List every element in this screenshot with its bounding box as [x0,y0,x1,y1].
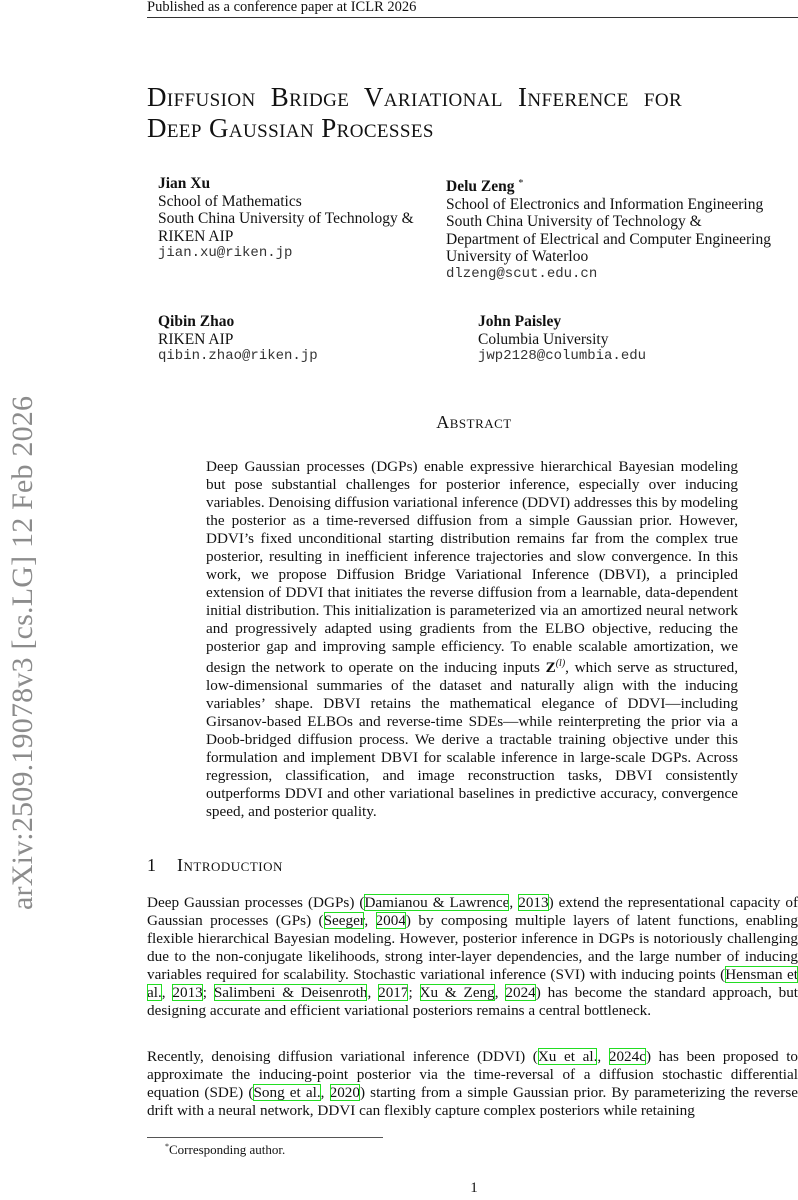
author-qibin-zhao [158,313,318,366]
author-name: Delu Zeng [446,178,515,195]
citation-link-xu-et-al[interactable]: Xu et al. [537,1048,598,1065]
text-run: ) has become the standard approach, but designing accurate and efficient variational posteriors remains a central bottleneck. [147,983,798,1019]
text-run: , [509,894,519,911]
author-email[interactable]: dlzeng@scut.edu.cn [446,265,598,282]
math-superscript-l: (l) [555,658,566,670]
title-line-1: Diffusion Bridge Variational Inference for [147,82,683,112]
author-email[interactable]: jwp2128@columbia.edu [478,348,647,365]
citation-link-seeger[interactable]: Seeger [323,911,365,929]
citation-link-hensman[interactable]: Hensman et al. [147,965,798,1001]
text-run: Recently, denoising diffusion variational inference (DDVI) ( [147,1048,538,1065]
author-email[interactable]: jian.xu@riken.jp [158,245,293,262]
text-run: , [494,983,506,1001]
text-run: Deep Gaussian processes (DGPs) ( [147,894,365,911]
math-symbol-z: Z [545,659,556,677]
author-affiliation: School of Electronics and Information Engineering [446,195,764,213]
footnote-divider [147,1137,383,1138]
citation-link-year-2013[interactable]: 2013 [518,894,549,911]
author-delu-zeng [446,175,771,284]
author-affiliation: RIKEN AIP [158,330,234,348]
text-run: , [597,1048,609,1065]
text-run: ) extend the representational capacity of Gaussian processes (GPs) ( [147,894,798,929]
author-affiliation: South China University of Technology & [446,213,702,231]
section-title: Introduction [177,855,283,875]
title-line-2: Deep Gaussian Processes [147,113,434,143]
intro-paragraph-1 [147,894,798,1020]
author-name-row [446,175,771,196]
citation-link-salimbeni-deisenroth[interactable]: Salimbeni & Deisenroth [213,983,368,1001]
page-number: 1 [470,1180,478,1196]
footnote-text: Corresponding author. [169,1142,286,1157]
text-run: , [367,983,379,1001]
citation-link-xu-zeng[interactable]: Xu & Zeng [419,983,495,1001]
corresponding-author-mark[interactable]: * [518,178,524,189]
author-affiliation: School of Mathematics [158,192,302,210]
author-name: John Paisley [478,313,562,330]
footnote-corresponding-author [165,1139,285,1158]
author-name: Jian Xu [158,175,211,192]
footnote-mark: * [165,1142,169,1151]
section-number: 1 [147,855,157,875]
author-email[interactable]: qibin.zhao@riken.jp [158,348,318,365]
citation-link-year-2024c[interactable]: 2024c [608,1048,646,1065]
citation-link-song-et-al[interactable]: Song et al. [253,1083,321,1101]
citation-link-year-2024[interactable]: 2024 [505,983,536,1001]
abstract-text-part-2: , which serve as structured, low-dimensional summaries of the dataset and naturally align with the inducing variables’ shape. DBVI retains the mathematical elegance of DDVI—including Girsanov-based ELBOs and reverse-time SDEs—while reinterpreting the prior via a Doob-bridged diffusion process. We derive a tractable training objective under this formulation and implement DBVI for scalable inference in large-scale DGPs. Across regression, classification, and image reconstruction tasks, DBVI consistently outperforms DDVI and other variational baselines in predictive accuracy, convergence speed, and posterior quality. [206,659,739,821]
text-run: ; [408,983,420,1001]
author-affiliation: South China University of Technology & [158,210,414,228]
author-jian-xu [158,175,414,263]
abstract-heading: Abstract [436,412,512,432]
author-affiliation: Department of Electrical and Computer Engineering [446,230,771,248]
citation-link-year-2017[interactable]: 2017 [378,983,409,1001]
arxiv-identifier-stamp: arXiv:2509.19078v3 [cs.LG] 12 Feb 2026 [6,395,39,910]
citation-link-year-2020[interactable]: 2020 [329,1083,360,1101]
text-run: ) by composing multiple layers of latent functions, enabling flexible hierarchical Bayesian modeling. However, posterior inference in DGPs is notoriously challenging due to the non-conjugate likelihoods, strong inter-layer dependencies, and the large number of inducing variables required for scalability. Stochastic variational inference (SVI) with inducing points ( [147,911,798,983]
text-run: , [161,983,173,1001]
author-affiliation: RIKEN AIP [158,227,234,245]
running-head: Published as a conference paper at ICLR 2026 [147,0,798,18]
author-affiliation: University of Waterloo [446,248,589,266]
text-run: , [320,1083,330,1101]
section-heading-introduction [147,855,283,876]
citation-link-year-2013[interactable]: 2013 [172,983,203,1001]
citation-link-year-2004[interactable]: 2004 [375,911,406,929]
author-name: Qibin Zhao [158,313,235,330]
text-run: , [364,911,376,929]
text-run: ) has been proposed to approximate the inducing-point posterior via the time-reversal of a diffusion stochastic differential equation (SDE) ( [147,1048,798,1101]
intro-paragraph-2 [147,1048,798,1120]
author-affiliation: Columbia University [478,330,609,348]
paper-title [147,82,798,144]
abstract-text-part-1: Deep Gaussian processes (DGPs) enable expressive hierarchical Bayesian modeling but pose substantial challenges for posterior inference, especially over inducing variables. Denoising diffusion variational inference (DDVI) addresses this by modeling the posterior as a time-reversed diffusion from a simple Gaussian prior. However, DDVI’s fixed unconditional starting distribution remains far from the complex true posterior, resulting in inefficient inference trajectories and slow convergence. In this work, we propose Diffusion Bridge Variational Inference (DBVI), a principled extension of DDVI that initiates the reverse diffusion from a learnable, data-dependent initial distribution. This initialization is parameterized via an amortized neural network and progressively adapted using gradients from the ELBO objective, reducing the posterior gap and improving sample efficiency. To enable scalable amortization, we design the network to operate on the inducing inputs [206,458,738,677]
text-run: ; [202,983,214,1001]
citation-link-damianou-lawrence[interactable]: Damianou & Lawrence [364,894,510,911]
author-john-paisley [478,313,646,366]
abstract-body [206,458,738,821]
text-run: ) starting from a simple Gaussian prior. By parameterizing the reverse drift with a neural network, DDVI can flexibly capture complex posteriors while retaining [147,1083,798,1119]
